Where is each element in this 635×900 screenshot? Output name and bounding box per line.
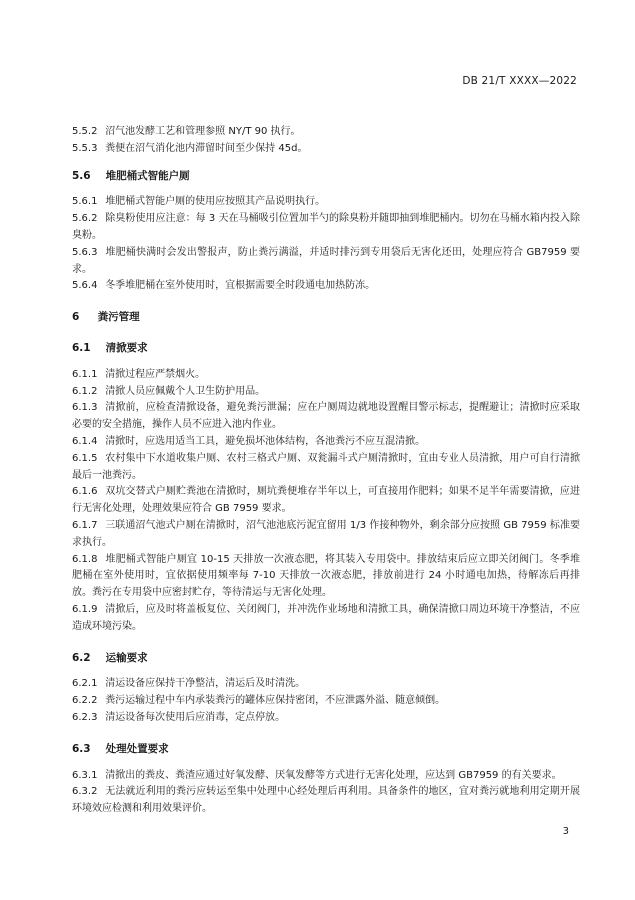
clause-6-1-1: 6.1.1 清掀过程应严禁烟火。 xyxy=(72,368,206,380)
clause-5-5-2: 5.5.2 沼气池发酵工艺和管理参照 NY/T 90 执行。 xyxy=(72,126,301,137)
clause-5-5-3: 5.5.3 粪便在沼气消化池内滞留时间至少保持 45d。 xyxy=(72,142,308,154)
clause-6-3-2: 6.3.2 无法就近利用的粪污应转运至集中处理中心经处理后再利用。具备条件的地区，宜对粪污就地利用定期开展环境效应检测和利用效果评价。 xyxy=(72,786,580,815)
section-heading-5-6: 5.6 堆肥桶式智能户厕 xyxy=(72,169,190,182)
clause-6-1-6: 6.1.6 双坑交替式户厕贮粪池在清掀时，厕坑粪便堆存半年以上，可直接用作肥料；如果不足半年需要清掀，应进行无害化处理，处理效果应符合 GB 7959 要求。 xyxy=(72,486,580,515)
clause-5-6-4: 5.6.4 冬季堆肥桶在室外使用时，宜根据需要全时段通电加热防冻。 xyxy=(72,280,376,292)
document-code: DB 21/T XXXX—2022 xyxy=(462,75,577,87)
document-body xyxy=(72,124,580,818)
section-heading-6-1: 6.1 清掀要求 xyxy=(72,341,148,354)
clause-6-1-9: 6.1.9 清掀后，应及时将盖板复位、关闭阀门，并冲洗作业场地和清掀工具，确保清掀口周边环境干净整洁，不应造成环境污染。 xyxy=(72,603,580,632)
clause-6-1-7: 6.1.7 三联通沼气池式户厕在清掀时，沼气池池底污泥宜留用 1/3 作接种物外，剩余部分应按照 GB 7959 标准要求执行。 xyxy=(72,519,580,548)
clause-5-6-3: 5.6.3 堆肥桶快满时会发出警报声，防止粪污满溢，并适时排污到专用袋后无害化还田，处理应符合 GB7959 要求。 xyxy=(72,246,580,275)
section-heading-6-3: 6.3 处理处置要求 xyxy=(72,742,169,755)
clause-6-2-1: 6.2.1 清运设备应保持干净整洁，清运后及时清洗。 xyxy=(72,678,306,690)
clause-5-6-1: 5.6.1 堆肥桶式智能户厕的使用应按照其产品说明执行。 xyxy=(72,196,326,208)
page-number: 3 xyxy=(562,826,569,837)
section-heading-6: 6 粪污管理 xyxy=(72,311,140,324)
clause-6-1-4: 6.1.4 清掀时，应选用适当工具，避免损坏池体结构，各池粪污不应互混清掀。 xyxy=(72,435,426,447)
clause-6-1-8: 6.1.8 堆肥桶式智能户厕宜 10-15 天排放一次液态肥，将其装入专用袋中。排放结束后应立即关闭阀门。冬季堆肥桶在室外使用时，宜依据使用频率每 7-10 天排放一次液态肥，排放前进行 24 小时通电加热，待解冻后再排放。粪污在专用袋中应密封贮存，等待清运与无害化处理。 xyxy=(72,553,580,599)
clause-6-1-2: 6.1.2 清掀人员应佩戴个人卫生防护用品。 xyxy=(72,385,266,397)
clause-5-6-2: 5.6.2 除臭粉使用应注意：每 3 天在马桶吸引位置加半勺的除臭粉并随即抽到堆肥桶内。切勿在马桶水箱内投入除臭粉。 xyxy=(72,213,580,241)
section-heading-6-2: 6.2 运输要求 xyxy=(72,651,148,664)
clause-6-2-2: 6.2.2 粪污运输过程中车内承装粪污的罐体应保持密闭，不应泄露外溢、随意倾倒。 xyxy=(72,695,446,707)
clause-6-1-5: 6.1.5 农村集中下水道收集户厕、农村三格式户厕、双瓮漏斗式户厕清掀时，宜由专业人员清掀，用户可自行清掀最后一池粪污。 xyxy=(72,452,580,481)
clause-6-1-3: 6.1.3 清掀前，应检查清掀设备，避免粪污泄漏；应在户厕周边就地设置醒目警示标志，提醒避让；清掀时应采取必要的安全措施，操作人员不应进入池内作业。 xyxy=(72,402,580,431)
clause-6-2-3: 6.2.3 清运设备每次使用后应消毒，定点停放。 xyxy=(72,711,286,723)
clause-6-3-1: 6.3.1 清掀出的粪皮、粪渣应通过好氧发酵、厌氧发酵等方式进行无害化处理，应达到 GB7959 的有关要求。 xyxy=(72,769,562,781)
